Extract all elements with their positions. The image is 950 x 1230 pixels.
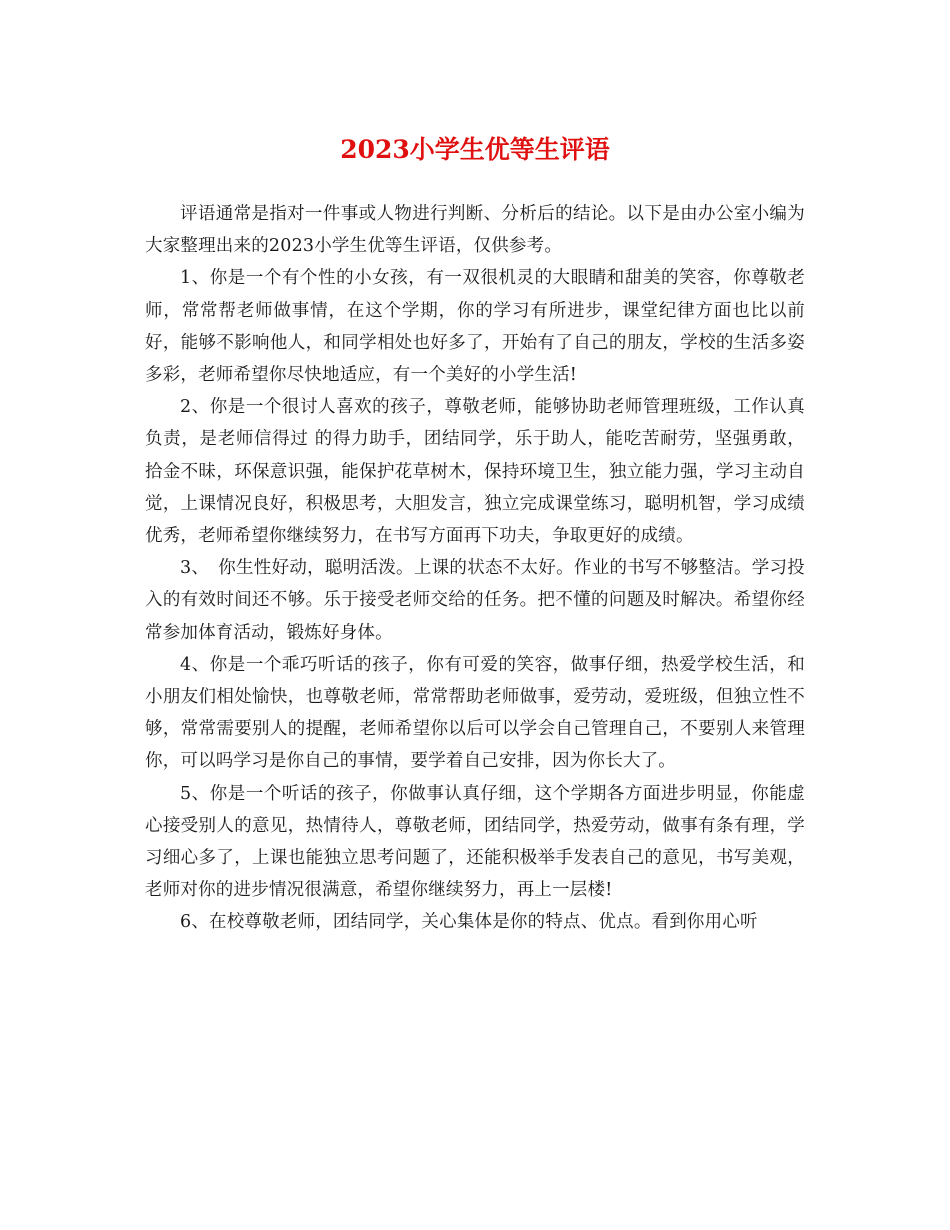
paragraph-comment-2: 2、你是一个很讨人喜欢的孩子，尊敬老师，能够协助老师管理班级，工作认真负责，是老师信得过 的得力助手，团结同学，乐于助人，能吃苦耐劳，坚强勇敢，拾金不昧，环保意识强，能保护花草树木，保持环境卫生，独立能力强，学习主动自觉，上课情况良好，积极思考，大胆发言，独立完成课堂练习，聪明机智，学习成绩优秀，老师希望你继续努力，在书写方面再下功夫，争取更好的成绩。 xyxy=(145,397,805,547)
paragraph-comment-5: 5、你是一个听话的孩子，你做事认真仔细，这个学期各方面进步明显，你能虚心接受别人的意见，热情待人，尊敬老师，团结同学，热爱劳动，做事有条有理，学习细心多了，上课也能独立思考问题了，还能积极举手发表自己的意见，书写美观，老师对你的进步情况很满意，希望你继续努力，再上一层楼! xyxy=(145,783,805,901)
paragraph-comment-1: 1、你是一个有个性的小女孩，有一双很机灵的大眼睛和甜美的笑容，你尊敬老师，常常帮老师做事情，在这个学期，你的学习有所进步，课堂纪律方面也比以前好，能够不影响他人，和同学相处也好多了，开始有了自己的朋友，学校的生活多姿多彩，老师希望你尽快地适应，有一个美好的小学生活! xyxy=(145,268,805,386)
paragraph-comment-6: 6、在校尊敬老师，团结同学，关心集体是你的特点、优点。看到你用心听 xyxy=(180,912,758,933)
paragraph-intro: 评语通常是指对一件事或人物进行判断、分析后的结论。以下是由办公室小编为大家整理出来的2023小学生优等生评语，仅供参考。 xyxy=(145,204,805,257)
document-title: 2023小学生优等生评语 xyxy=(340,135,610,164)
document-body xyxy=(145,198,805,939)
paragraph-comment-4: 4、你是一个乖巧听话的孩子，你有可爱的笑容，做事仔细，热爱学校生活，和小朋友们相处愉快，也尊敬老师，常常帮助老师做事，爱劳动，爱班级，但独立性不够，常常需要别人的提醒，老师希望你以后可以学会自己管理自己，不要别人来管理你，可以吗学习是你自己的事情，要学着自己安排，因为你长大了。 xyxy=(145,654,805,772)
paragraph-comment-3: 3、 你生性好动，聪明活泼。上课的状态不太好。作业的书写不够整洁。学习投入的有效时间还不够。乐于接受老师交给的任务。把不懂的问题及时解决。希望你经常参加体育活动，锻炼好身体。 xyxy=(145,558,805,643)
